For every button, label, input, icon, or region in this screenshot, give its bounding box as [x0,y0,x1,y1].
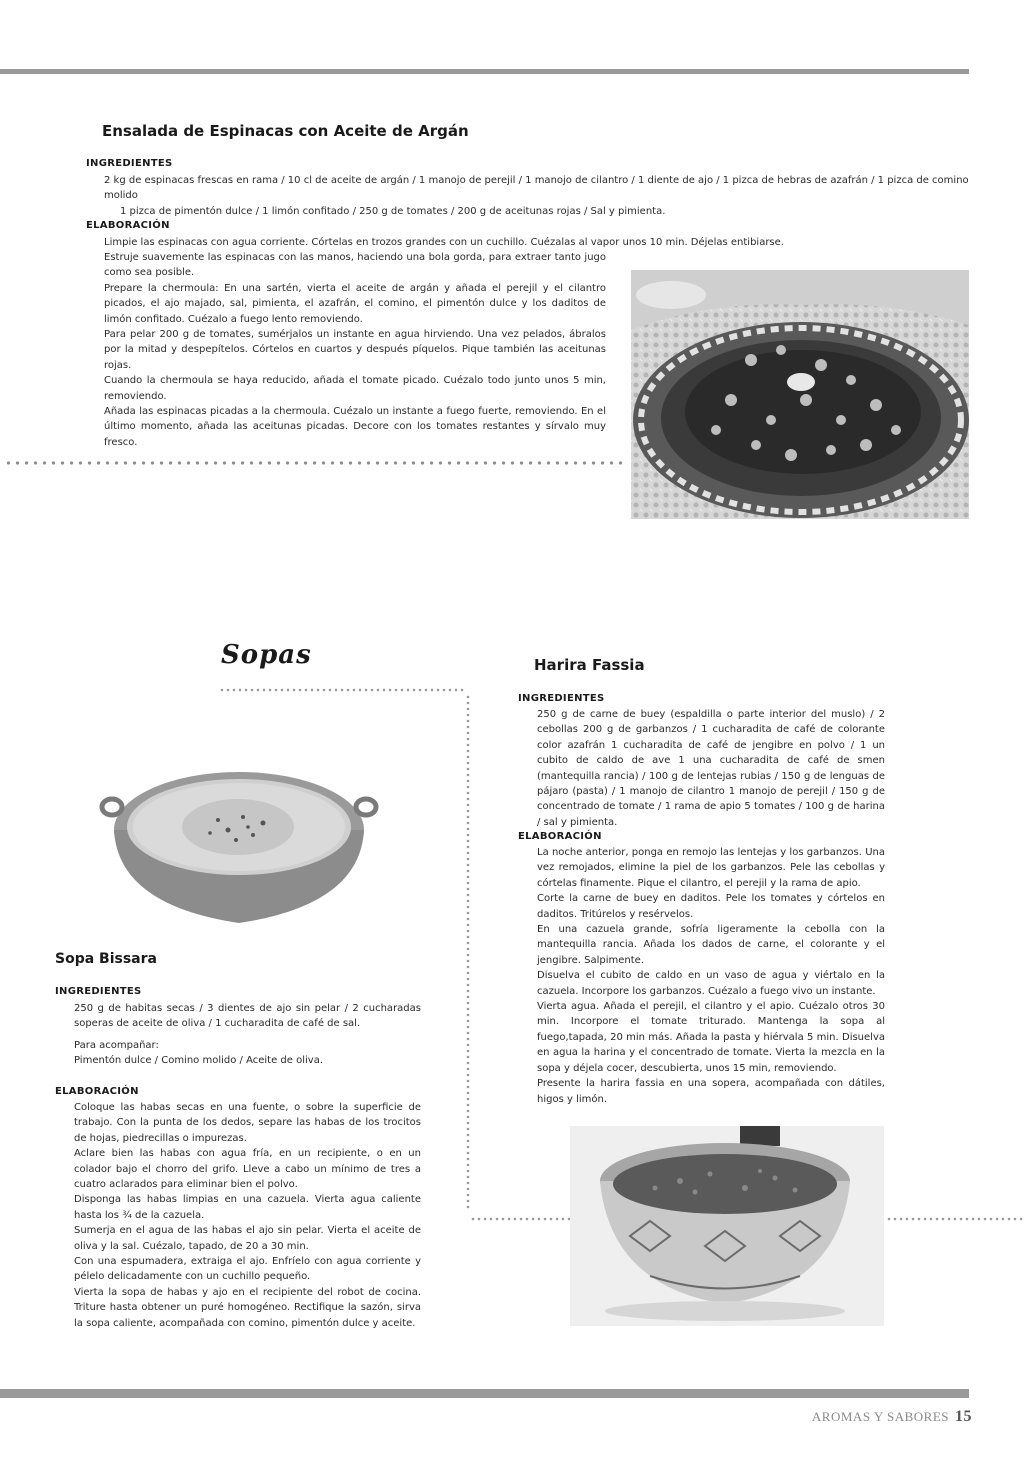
section-title: Sopas [221,640,312,670]
accompany-text [74,1038,421,1069]
dotted-divider [219,688,465,692]
elaboration-paragraph: Para pelar 200 g de tomates, sumérjalos un instante en agua hirviendo. Una vez pelados, ábralos por la mitad y despepítelos. Córtelos en cuartos y después píquelos. Pique también las aceitunas rojas. [104,329,606,371]
dotted-divider [886,1217,1024,1221]
harira-soup-photo [570,1126,884,1326]
ingredients-text: 250 g de carne de buey (espaldilla o parte interior del muslo) / 2 cebollas 200 g de garbanzos / 1 cucharadita de café de colorante color azafrán 1 cucharadita de café de jengibre en polvo / 1 un cubito de caldo de ave 1 una cucharadita de café de smen (mantequilla rancia) / 100 g de lentejas rubias / 150 g de lenguas de pájaro (pasta) / 1 manojo de cilantro 1 manojo de perejil / 150 g de concentrado de tomate / 1 rama de apio 5 tomates / 100 g de harina / sal y pimienta. [537,709,885,828]
elaboration-paragraph: Coloque las habas secas en una fuente, o sobre la superficie de trabajo. Con la punta de los dedos, separe las habas de los trocitos de hojas, piedrecillas o impurezas. [74,1102,421,1144]
elaboration-paragraph: Vierta agua. Añada el perejil, el cilantro y el apio. Cuézalo otros 30 min. Incorpore el tomate triturado. Mantenga la sopa al fuego,tapada, 20 min más. Añada la pasta y hiérvala 5 min. Disuelva en agua la harina y el concentrado de tomate. Vierta la mezcla en la sopa y déjela cocer, descubierta, unos 15 min, removiendo. [537,1001,885,1074]
ingredients-label: INGREDIENTES [86,158,173,169]
elaboration-paragraph: Con una espumadera, extraiga el ajo. Enfríelo con agua corriente y pélelo delicadamente con un cuchillo pequeño. [74,1256,421,1283]
elaboration-text [537,845,885,1107]
bottom-rule [0,1389,969,1398]
bissara-soup-photo [98,735,380,930]
elaboration-paragraph: Sumerja en el agua de las habas el ajo sin pelar. Vierta el aceite de oliva y la sal. Cuézalo, tapado, de 20 a 30 min. [74,1225,421,1252]
elaboration-paragraph: Disponga las habas limpias en una cazuela. Vierta agua caliente hasta los ¾ de la cazuela. [74,1194,421,1221]
page-number: 15 [955,1408,972,1425]
recipe-title: Harira Fassia [534,656,645,674]
footer-label: AROMAS Y SABORES [811,1409,949,1424]
dotted-divider [4,461,628,465]
elaboration-label: ELABORACIÓN [86,220,170,231]
ingredients-text [104,173,974,219]
recipe-title: Ensalada de Espinacas con Aceite de Argán [102,122,469,140]
elaboration-paragraph: La noche anterior, ponga en remojo las lentejas y los garbanzos. Una vez remojados, elimine la piel de los garbanzos. Pele las cebollas y córtelas finamente. Pique el cilantro, el perejil y la rama de apio. [537,847,885,889]
elaboration-paragraph: Aclare bien las habas con agua fría, en un recipiente, o en un colador bajo el chorro del grifo. Lleve a cabo un mínimo de tres a cuatro aclarados para eliminar bien el polvo. [74,1148,421,1191]
elaboration-paragraph: Añada las espinacas picadas a la chermoula. Cuézalo un instante a fuego fuerte, removiendo. En el último momento, añada las aceitunas picadas. Decore con los tomates restantes y sírvalo muy fresco. [104,406,606,448]
accompany-label: Para acompañar: [74,1040,159,1051]
ingredients-label: INGREDIENTES [518,693,605,704]
elaboration-text [74,1100,421,1331]
accompany-items: Pimentón dulce / Comino molido / Aceite de oliva. [74,1055,324,1067]
elaboration-label: ELABORACIÓN [518,831,602,842]
elaboration-first: Limpie las espinacas con agua corriente. Córtelas en trozos grandes con un cuchillo. Cuézalas al vapor unos 10 min. Déjelas entibiarse. [104,237,784,248]
top-rule [0,69,969,74]
spinach-salad-photo [631,270,969,519]
elaboration-paragraph: Corte la carne de buey en daditos. Pele los tomates y córtelos en daditos. Tritúrelos y resérvelos. [537,893,885,920]
dotted-divider [470,1217,570,1221]
elaboration-paragraph: Presente la harira fassia en una sopera, acompañada con dátiles, higos y limón. [537,1078,885,1105]
elaboration-paragraph: Prepare la chermoula: En una sartén, vierta el aceite de argán y añada el perejil y el cilantro picados, el ajo majado, sal, pimienta, el azafrán, el comino, el pimentón dulce y los daditos de limón confitado. Cuézalo a fuego lento removiendo. [104,282,606,325]
elaboration-label: ELABORACIÓN [55,1086,139,1097]
recipe-title: Sopa Bissara [55,951,157,967]
elaboration-paragraph: Cuando la chermoula se haya reducido, añada el tomate picado. Cuézalo todo junto unos 5 min, removiendo. [104,375,606,402]
ingredients-text: 250 g de habitas secas / 3 dientes de ajo sin pelar / 2 cucharadas soperas de aceite de oliva / 1 cucharadita de café de sal. [74,1003,421,1030]
elaboration-paragraph: Vierta la sopa de habas y ajo en el recipiente del robot de cocina. Triture hasta obtener un puré homogéneo. Rectifique la sazón, sirva la sopa caliente, acompañada con comino, pimentón dulce y aceite. [74,1286,421,1329]
page-footer [812,1408,972,1426]
ingredients-line: 2 kg de espinacas frescas en rama / 10 cl de aceite de argán / 1 manojo de perejil / 1 manojo de cilantro / 1 diente de ajo / 1 pizca de hebras de azafrán / 1 pizca de comino molido [104,175,969,202]
elaboration-paragraph: En una cazuela grande, sofría ligeramente la cebolla con la mantequilla rancia. Añada los dados de carne, el colorante y el jengibre. Salpimente. [537,924,885,966]
elaboration-paragraph: Estruje suavemente las espinacas con las manos, haciendo una bola gorda, para extraer tanto jugo como sea posible. [104,252,606,279]
elaboration-text [104,250,606,450]
dotted-divider [466,694,470,1209]
ingredients-label: INGREDIENTES [55,986,142,997]
ingredients-line: 1 pizca de pimentón dulce / 1 limón confitado / 250 g de tomates / 200 g de aceitunas rojas / Sal y pimienta. [120,205,666,217]
elaboration-paragraph: Disuelva el cubito de caldo en un vaso de agua y viértalo en la cazuela. Incorpore los garbanzos. Cuézalo a fuego vivo un instante. [537,970,885,997]
